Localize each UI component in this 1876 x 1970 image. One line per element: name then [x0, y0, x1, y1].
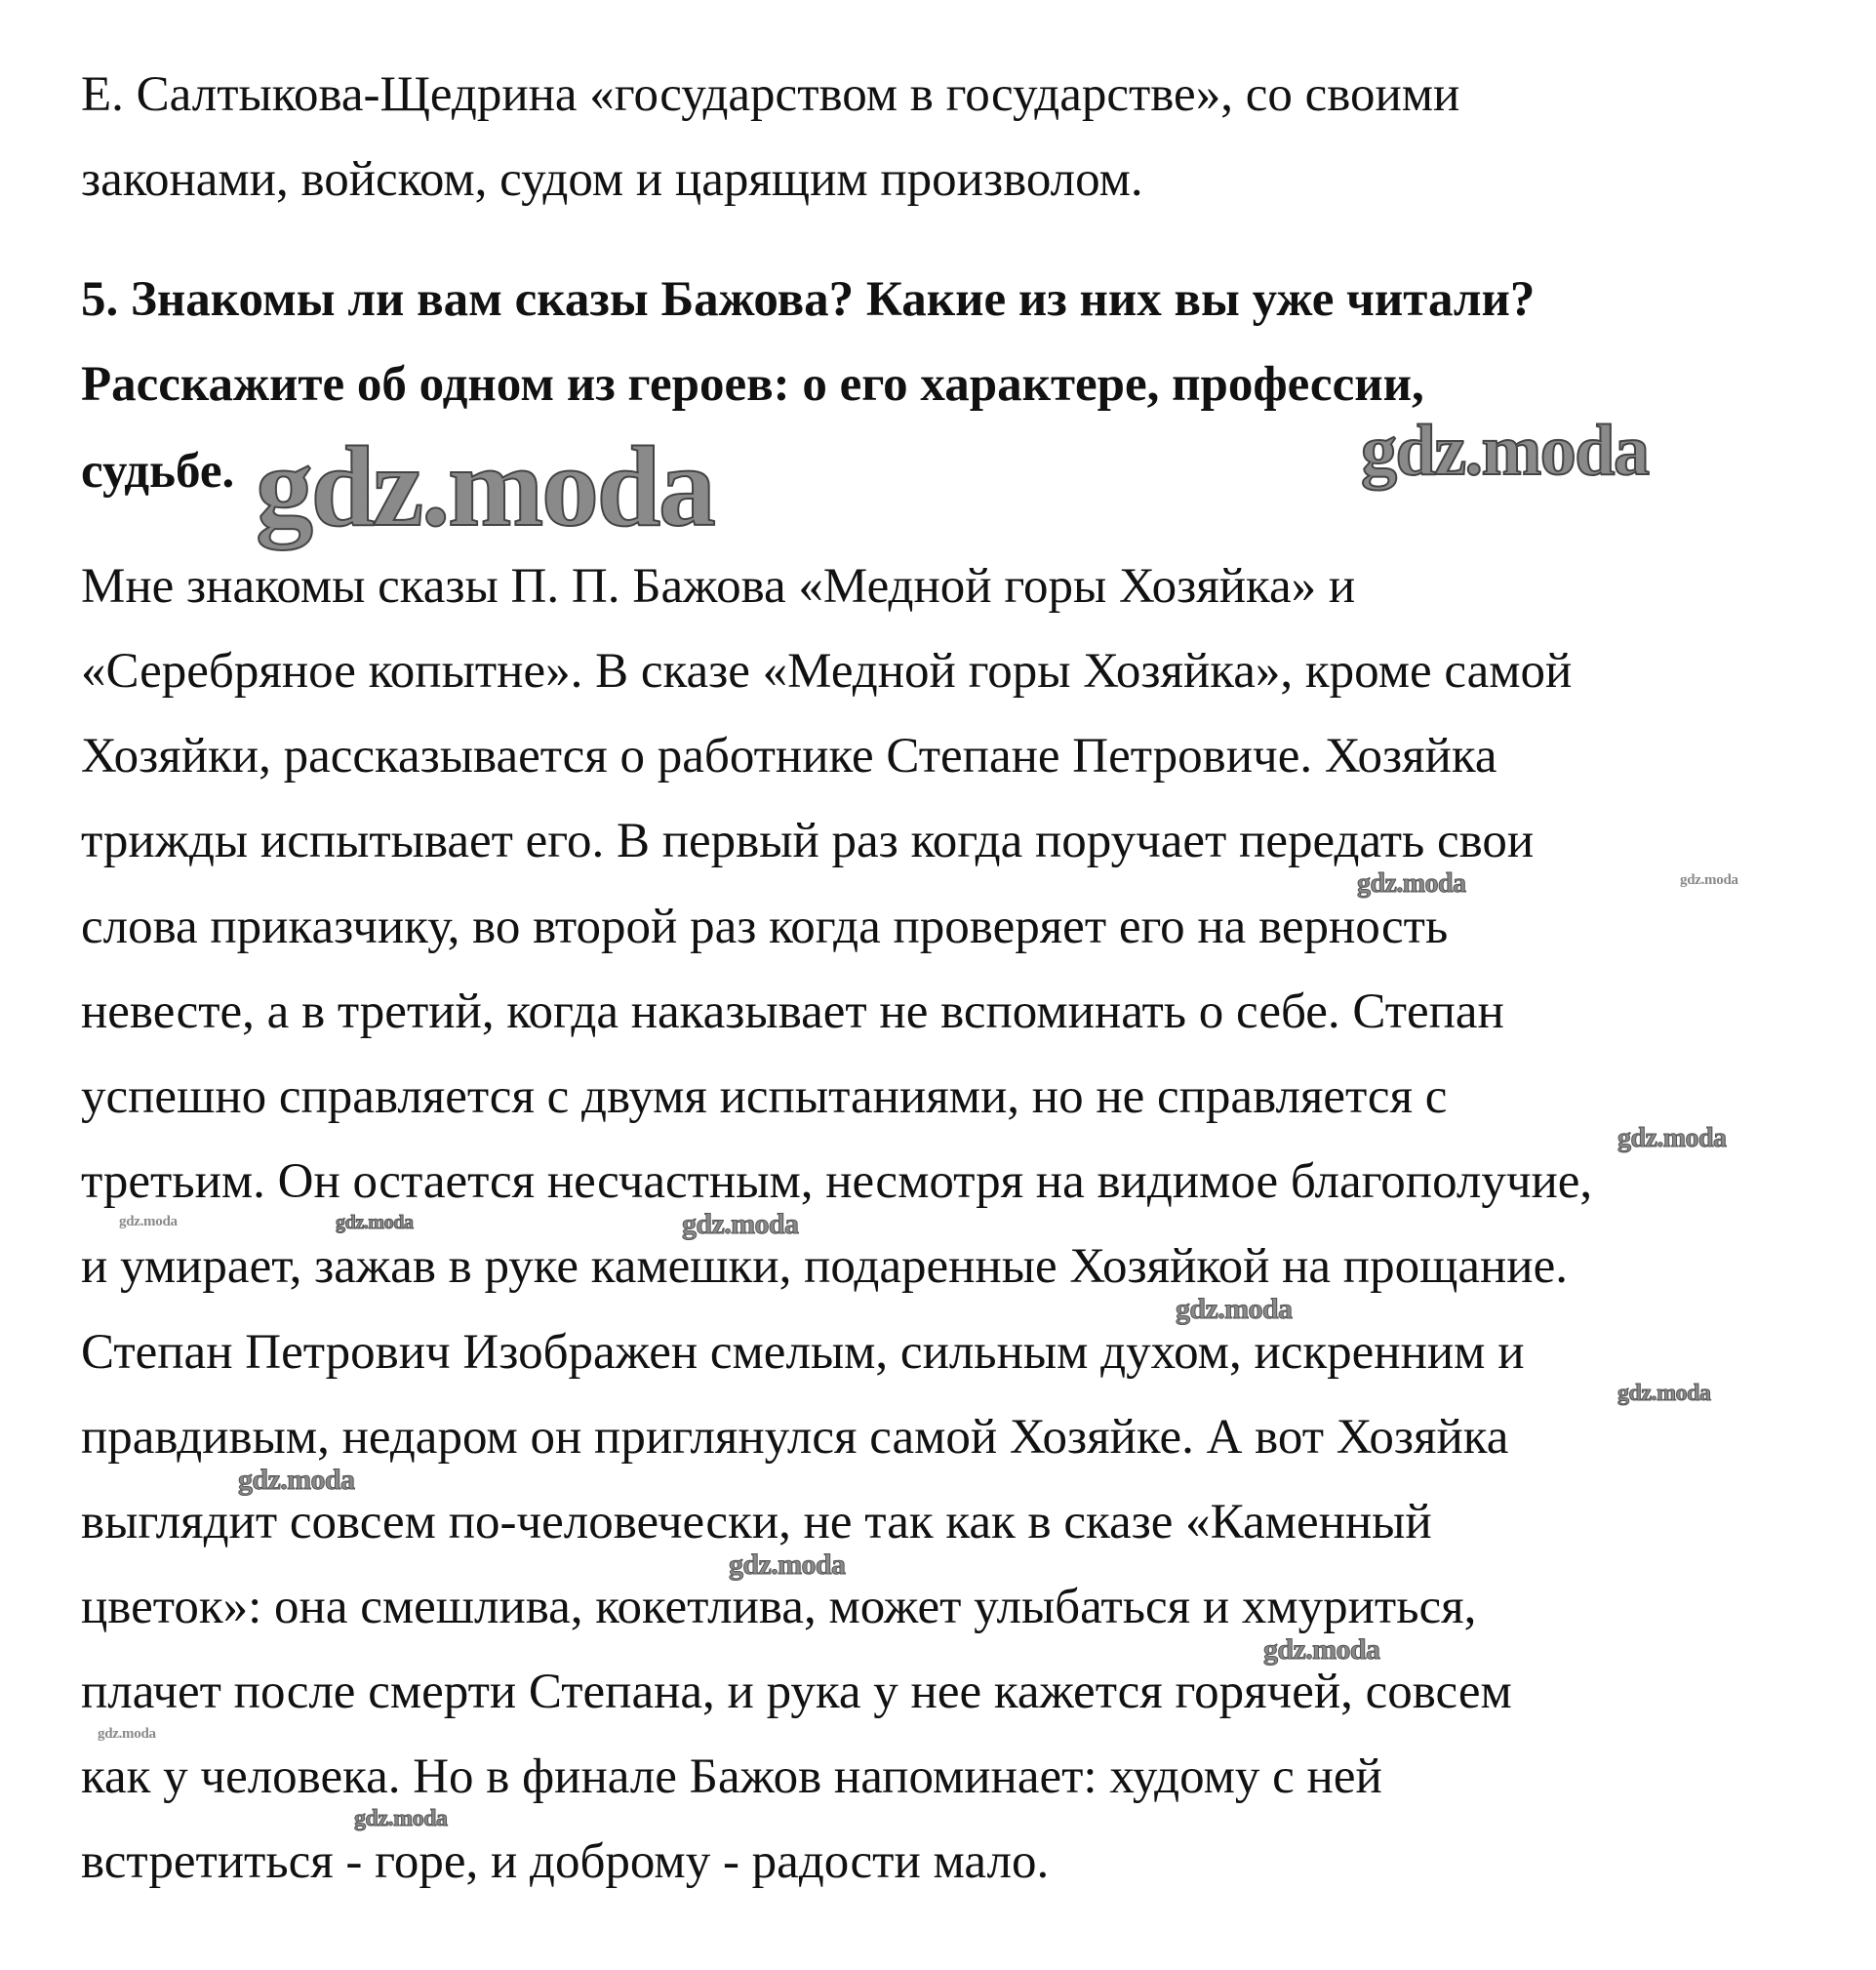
watermark: gdz.moda [1617, 1381, 1711, 1406]
watermark: gdz.moda [256, 422, 714, 550]
answer-line: встретиться - горе, и доброму - радости мало. [81, 1834, 1050, 1889]
answer-line: Хозяйки, рассказывается о работнике Степане Петровиче. Хозяйка [81, 729, 1497, 784]
answer-line: трижды испытывает его. В первый раз когда поручает передать свои [81, 814, 1535, 868]
answer-line: Мне знакомы сказы П. П. Бажова «Медной горы Хозяйка» и [81, 559, 1356, 614]
watermark: gdz.moda [119, 1214, 178, 1229]
answer-line: третьим. Он остается несчастным, несмотря на видимое благополучие, [81, 1154, 1593, 1209]
watermark: gdz.moda [1680, 872, 1738, 888]
watermark: gdz.moda [1357, 868, 1466, 899]
answer-line: слова приказчику, во второй раз когда проверяет его на верность [81, 900, 1449, 954]
question-line: Расскажите об одном из героев: о его характере, профессии, [81, 357, 1424, 412]
answer-line: «Серебряное копытне». В сказе «Медной горы Хозяйка», кроме самой [81, 644, 1573, 699]
question-line: 5. Знакомы ли вам сказы Бажова? Какие из них вы уже читали? [81, 272, 1536, 327]
answer-line: правдивым, недаром он приглянулся самой Хозяйке. А вот Хозяйка [81, 1410, 1509, 1465]
watermark: gdz.moda [238, 1464, 355, 1496]
answer-line: Степан Петрович Изображен смелым, сильным духом, искренним и [81, 1325, 1525, 1380]
watermark: gdz.moda [1617, 1123, 1727, 1153]
watermark: gdz.moda [1176, 1293, 1293, 1325]
answer-line: выглядит совсем по-человечески, не так как в сказе «Каменный [81, 1495, 1432, 1549]
intro-line: Е. Салтыкова-Щедрина «государством в государстве», со своими [81, 67, 1460, 122]
watermark: gdz.moda [1263, 1633, 1380, 1666]
watermark: gdz.moda [98, 1726, 156, 1742]
question-line: судьбе. [81, 444, 235, 499]
answer-line: как у человека. Но в финале Бажов напоминает: худому с ней [81, 1749, 1382, 1804]
answer-line: успешно справляется с двумя испытаниями, но не справляется с [81, 1069, 1448, 1124]
watermark: gdz.moda [354, 1806, 448, 1831]
intro-line: законами, войском, судом и царящим произволом. [81, 152, 1143, 207]
answer-line: плачет после смерти Степана, и рука у нее кажется горячей, совсем [81, 1665, 1512, 1719]
answer-line: невесте, а в третий, когда наказывает не вспоминать о себе. Степан [81, 985, 1504, 1039]
watermark: gdz.moda [682, 1208, 799, 1240]
watermark: gdz.moda [729, 1548, 846, 1581]
watermark: gdz.moda [1361, 411, 1649, 491]
watermark: gdz.moda [336, 1212, 414, 1233]
answer-line: и умирает, зажав в руке камешки, подаренные Хозяйкой на прощание. [81, 1239, 1568, 1294]
answer-line: цветок»: она смешлива, кокетлива, может улыбаться и хмуриться, [81, 1580, 1477, 1634]
